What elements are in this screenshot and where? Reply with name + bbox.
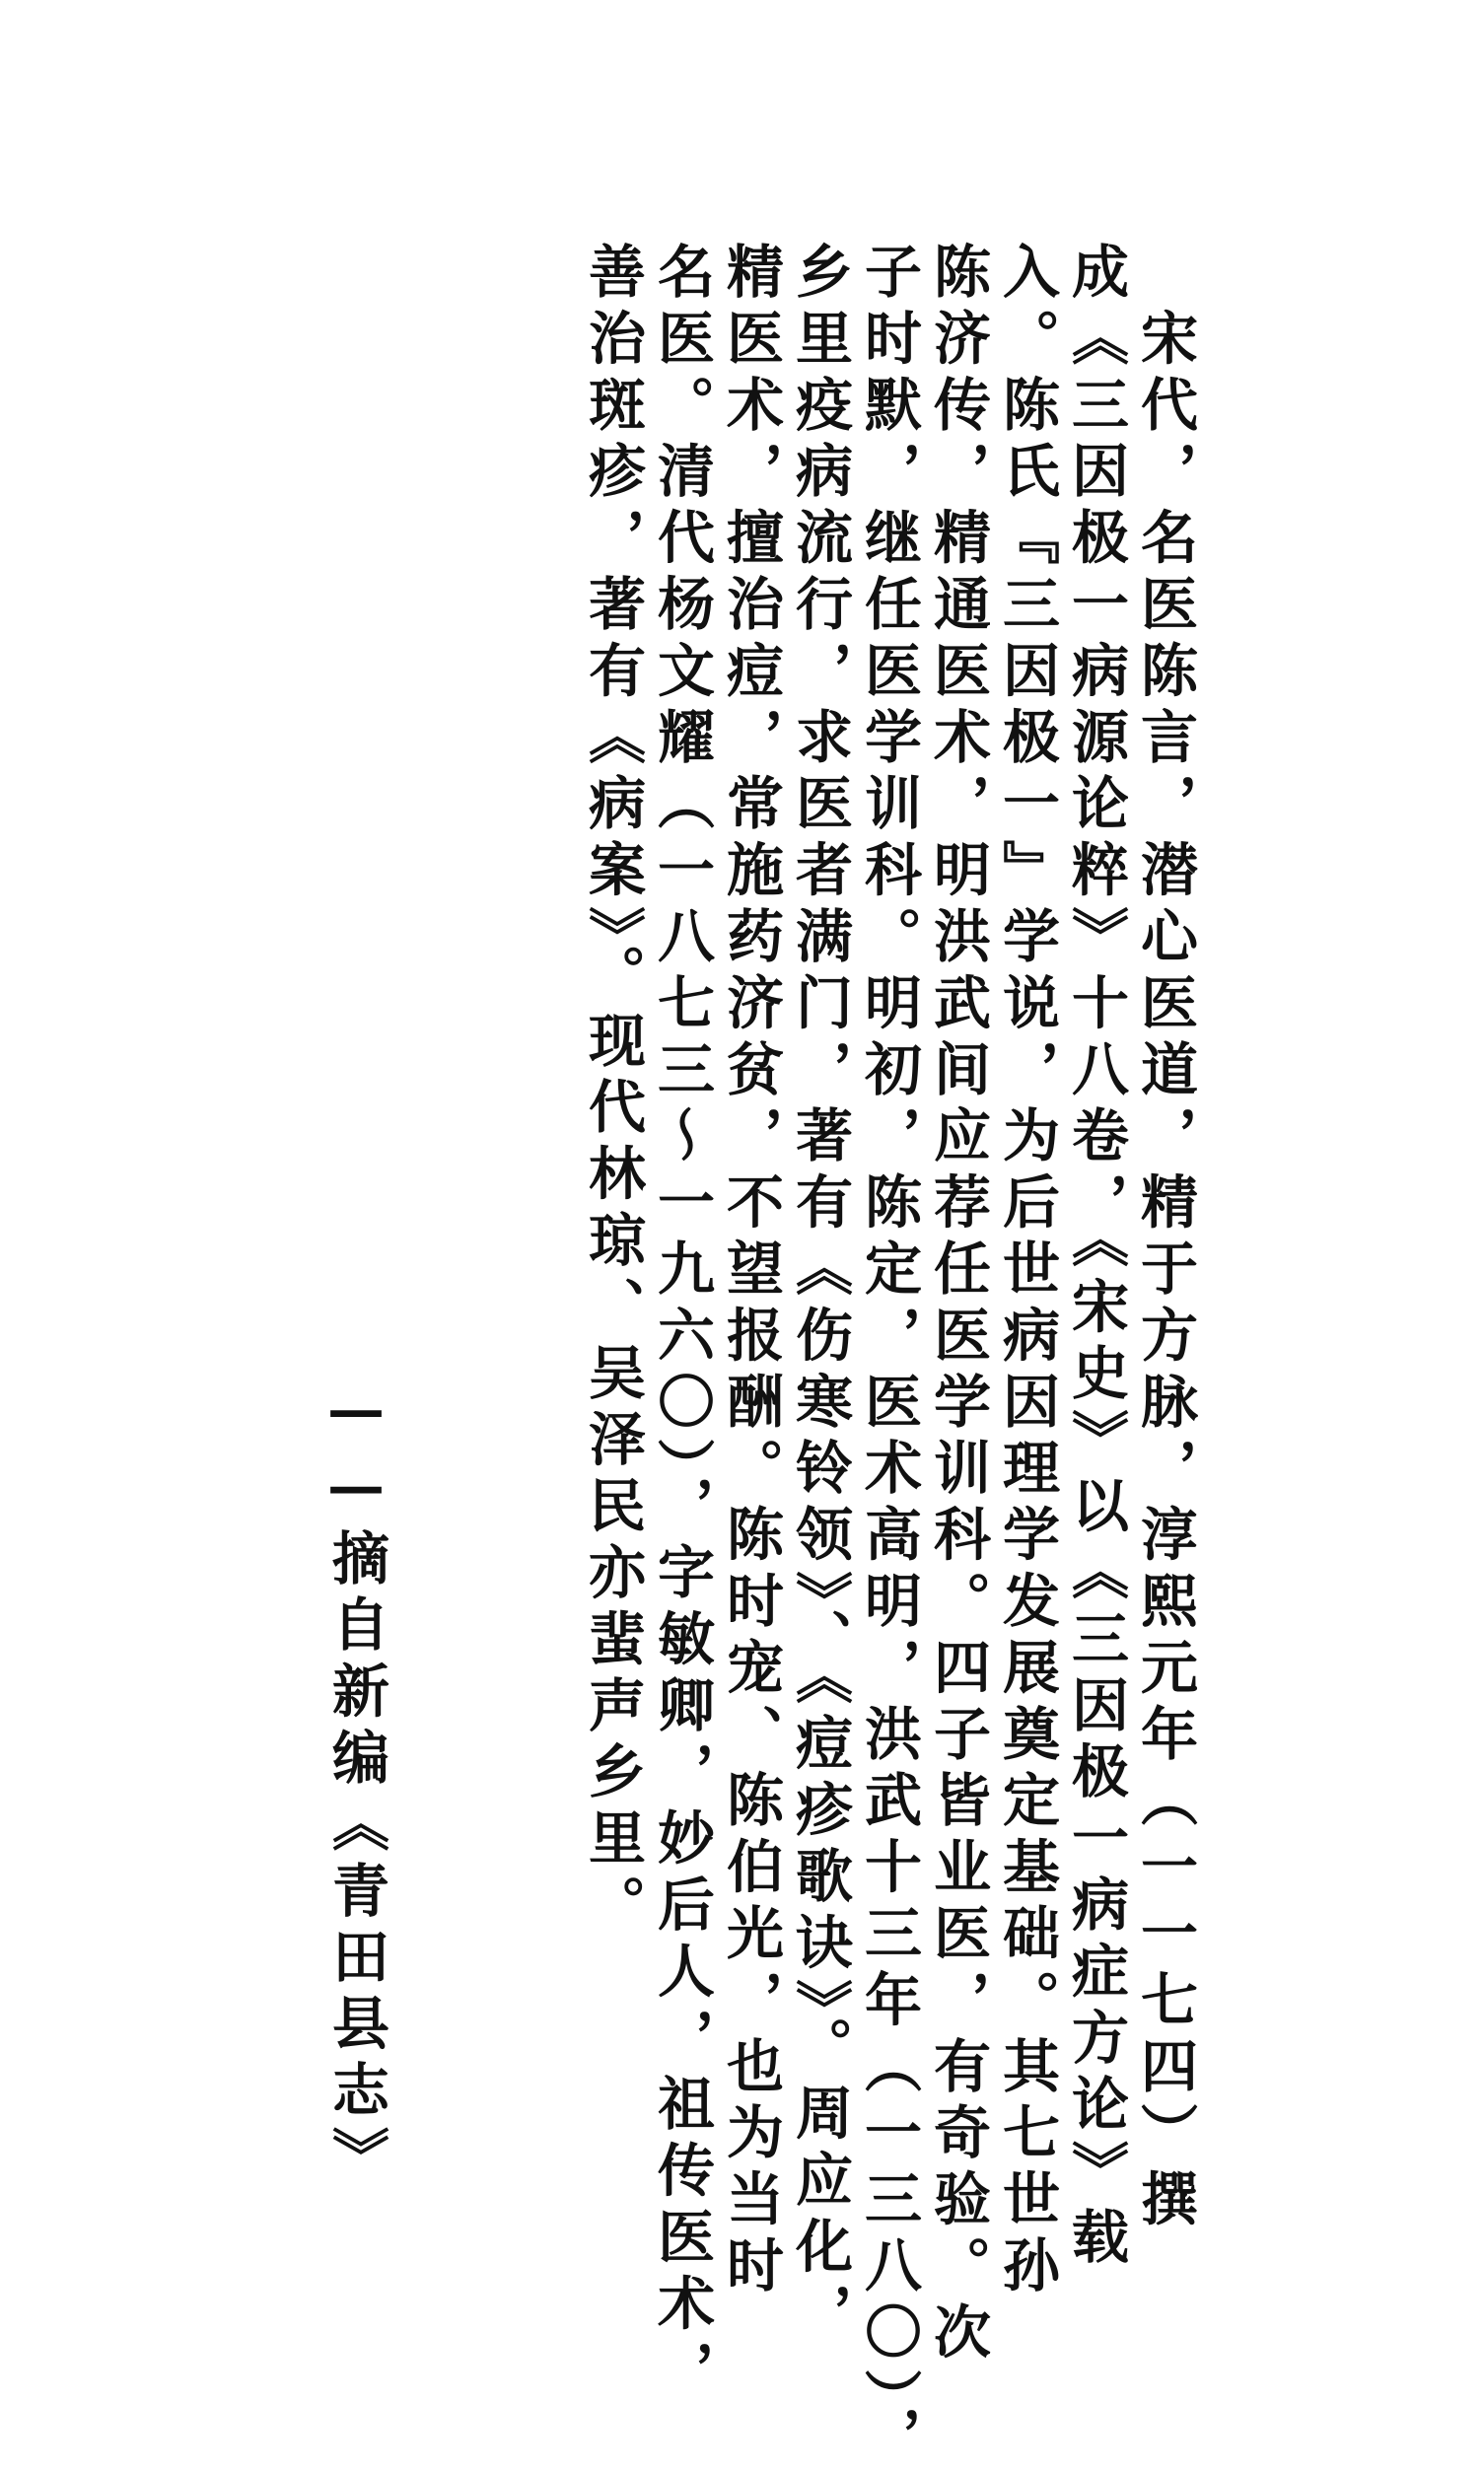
text-column-9: 善治斑疹，著有《病案》。现代林琼、吴泽民亦蜚声乡里。 [579, 242, 646, 1942]
text-column-1: 宋代，名医陈言，潜心医道，精于方脉，淳熙元年（一一七四）撰 [1131, 242, 1198, 2235]
text-column-6: 乡里疫病流行，求医者满门，著有《伤寒铃领》、《痘疹歌诀》。周应化， [786, 242, 853, 2350]
attribution: ——摘自新编《青田县志》 [322, 1376, 389, 2193]
text-column-5: 子时默，继任医学训科。明初，陈定，医术高明，洪武十三年（一三八〇）， [855, 242, 922, 2473]
text-column-8: 名医。清代杨文耀（一八七三～一九六〇），字敏卿，妙后人，祖传医术， [648, 242, 715, 2407]
text-column-4: 陈济传，精通医术，明洪武间应荐任医学训科。四子皆业医，有奇验。次 [924, 242, 991, 2368]
text-column-2: 成《三因极一病源论粹》十八卷，《宋史》以《三因极一病症方论》载 [1062, 242, 1129, 2274]
text-column-7: 精医术，擅治痘，常施药济贫，不望报酬。陈时宠、陈伯光，也为当时 [717, 242, 784, 2302]
text-column-3: 入。陈氏『三因极一』学说，为后世病因理学发展奠定基础。其七世孙 [993, 242, 1060, 2302]
